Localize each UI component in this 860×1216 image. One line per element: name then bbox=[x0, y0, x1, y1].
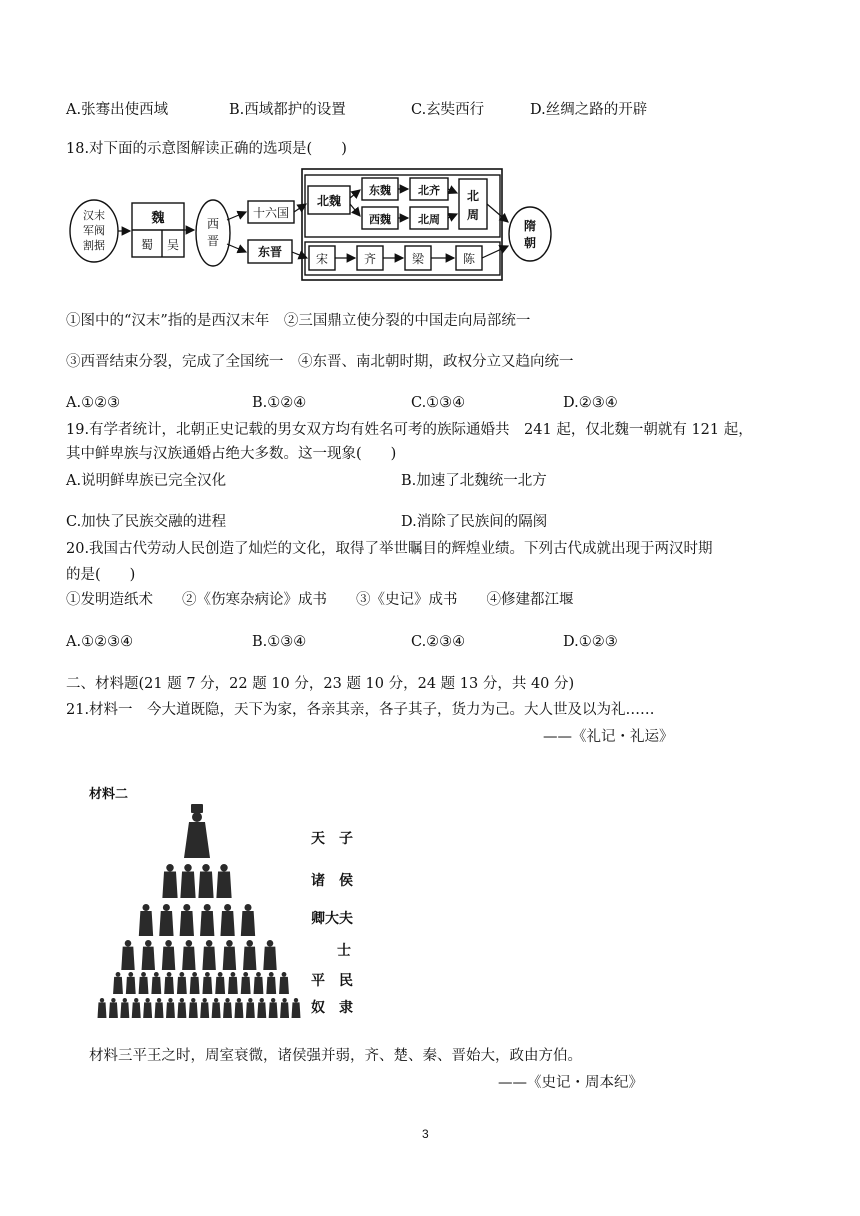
sui-label-1: 隋 bbox=[523, 219, 537, 233]
section-2-heading: 二、材料题(21 题 7 分，22 题 10 分，23 题 10 分，24 题 13 分，共 40 分) bbox=[66, 676, 575, 692]
label-zhuhou: 诸 侯 bbox=[311, 873, 353, 889]
label-pingmin: 平 民 bbox=[311, 973, 353, 989]
q21-material-3: 材料三平王之时，周室衰微，诸侯强并弱，齐、楚、秦、晋始大，政由方伯。 bbox=[89, 1048, 582, 1064]
beizhou-label-2: 周 bbox=[466, 208, 480, 222]
start-label-3: 割据 bbox=[83, 239, 105, 252]
figure-pingmin bbox=[215, 972, 225, 994]
q19-option-d: D.消除了民族间的隔阂 bbox=[401, 514, 548, 530]
q18-option-c: C.①③④ bbox=[411, 395, 466, 411]
xijin-label-1: 西 bbox=[206, 217, 220, 231]
figure-row-pingmin bbox=[113, 972, 289, 994]
chen-label: 陈 bbox=[462, 252, 476, 266]
sui-label-2: 朝 bbox=[523, 236, 537, 250]
figure-nuli bbox=[98, 998, 107, 1018]
figure-nuli bbox=[132, 998, 141, 1018]
label-qingdafu: 卿大夫 bbox=[311, 911, 353, 927]
figure-nuli bbox=[257, 998, 266, 1018]
q19-option-a: A.说明鲜卑族已完全汉化 bbox=[66, 473, 227, 489]
q19-line-2: 其中鲜卑族与汉族通婚占绝大多数。这一现象( ) bbox=[66, 446, 397, 462]
wei-label: 魏 bbox=[151, 211, 165, 226]
figure-qingdafu bbox=[180, 904, 194, 936]
beiwei-label: 北魏 bbox=[316, 194, 342, 208]
page-number: 3 bbox=[422, 1127, 429, 1141]
figure-pingmin bbox=[190, 972, 200, 994]
figure-shi bbox=[243, 940, 256, 970]
q19-option-c: C.加快了民族交融的进程 bbox=[66, 514, 227, 530]
figure-pingmin bbox=[126, 972, 136, 994]
figure-qingdafu bbox=[139, 904, 153, 936]
q19-option-b: B.加速了北魏统一北方 bbox=[401, 473, 547, 489]
figure-qingdafu bbox=[241, 904, 255, 936]
q20-option-d: D.①②③ bbox=[563, 634, 618, 650]
q20-option-b: B.①③④ bbox=[252, 634, 307, 650]
q18-stem: 18.对下面的示意图解读正确的选项是( ) bbox=[66, 141, 347, 157]
figure-nuli bbox=[200, 998, 209, 1018]
q18-option-d: D.②③④ bbox=[563, 395, 618, 411]
q17-option-b: B.西域都护的设置 bbox=[229, 102, 346, 118]
figure-pingmin bbox=[164, 972, 174, 994]
figure-nuli bbox=[109, 998, 118, 1018]
figure-nuli bbox=[189, 998, 198, 1018]
western-jin-ellipse bbox=[196, 200, 230, 266]
figure-shi bbox=[263, 940, 276, 970]
figure-tianzi bbox=[184, 804, 210, 858]
beizhou-small-label: 北周 bbox=[418, 213, 440, 226]
dongwei-label: 东魏 bbox=[369, 184, 391, 197]
figure-pingmin bbox=[279, 972, 289, 994]
q18-statement-2: ③西晋结束分裂，完成了全国统一 ④东晋、南北朝时期，政权分立又趋向统一 bbox=[66, 354, 574, 370]
qi-label: 齐 bbox=[363, 252, 377, 266]
figure-qingdafu bbox=[220, 904, 234, 936]
figure-nuli bbox=[292, 998, 301, 1018]
figure-nuli bbox=[166, 998, 175, 1018]
label-nuli: 奴 隶 bbox=[311, 1000, 353, 1016]
figure-row-qingdafu bbox=[139, 904, 255, 936]
figure-pingmin bbox=[113, 972, 123, 994]
figure-row-shi bbox=[121, 940, 276, 970]
xiwei-label: 西魏 bbox=[369, 213, 391, 226]
figure-qingdafu bbox=[159, 904, 173, 936]
figure-row-nuli bbox=[98, 998, 301, 1018]
label-tianzi: 天 子 bbox=[311, 831, 353, 847]
q21-source-3: ——《史记・周本纪》 bbox=[498, 1075, 643, 1091]
figure-nuli bbox=[143, 998, 152, 1018]
figure-pingmin bbox=[139, 972, 149, 994]
figure-shi bbox=[121, 940, 134, 970]
shu-label: 蜀 bbox=[140, 238, 154, 252]
q17-option-a: A.张骞出使西域 bbox=[66, 102, 169, 118]
pyramid-figures bbox=[98, 804, 301, 1018]
q20-option-c: C.②③④ bbox=[411, 634, 466, 650]
figure-qingdafu bbox=[200, 904, 214, 936]
figure-pingmin bbox=[177, 972, 187, 994]
figure-nuli bbox=[269, 998, 278, 1018]
figure-pingmin bbox=[241, 972, 251, 994]
q21-source-1: ——《礼记・礼运》 bbox=[543, 729, 674, 745]
figure-shi bbox=[223, 940, 236, 970]
label-shi: 士 bbox=[337, 943, 351, 959]
figure-pingmin bbox=[254, 972, 264, 994]
q20-line-2: 的是( ) bbox=[66, 567, 136, 583]
figure-nuli bbox=[120, 998, 129, 1018]
q21-material-1: 21.材料一 今大道既隐，天下为家，各亲其亲，各子其子，货力为己。大人世及以为礼…… bbox=[66, 702, 655, 718]
figure-pingmin bbox=[266, 972, 276, 994]
liang-label: 梁 bbox=[411, 252, 425, 266]
q17-option-c: C.玄奘西行 bbox=[411, 102, 485, 118]
figure-nuli bbox=[177, 998, 186, 1018]
shiliuguo-label: 十六国 bbox=[252, 206, 290, 220]
figure-nuli bbox=[246, 998, 255, 1018]
figure-row-zhuhou bbox=[162, 864, 231, 898]
q20-items: ①发明造纸术 ②《伤寒杂病论》成书 ③《史记》成书 ④修建都江堰 bbox=[66, 592, 574, 608]
start-label-1: 汉末 bbox=[83, 209, 105, 222]
start-label-2: 军阀 bbox=[83, 224, 105, 237]
figure-shi bbox=[202, 940, 215, 970]
figure-nuli bbox=[212, 998, 221, 1018]
figure-nuli bbox=[223, 998, 232, 1018]
figure-shi bbox=[142, 940, 155, 970]
beizhou-label-1: 北 bbox=[466, 189, 480, 203]
beiqi-label: 北齐 bbox=[418, 184, 440, 197]
dynasty-flow-diagram bbox=[66, 166, 556, 286]
figure-pingmin bbox=[151, 972, 161, 994]
figure-pingmin bbox=[228, 972, 238, 994]
material-2-label: 材料二 bbox=[89, 787, 129, 802]
q19-line-1: 19.有学者统计，北朝正史记载的男女双方均有姓名可考的族际通婚共 241 起，仅北魏一朝就有 121 起， bbox=[66, 422, 753, 438]
q20-line-1: 20.我国古代劳动人民创造了灿烂的文化，取得了举世瞩目的辉煌业绩。下列古代成就出现于两汉时期 bbox=[66, 541, 713, 557]
q18-option-a: A.①②③ bbox=[66, 395, 121, 411]
figure-zhuhou bbox=[198, 864, 213, 898]
figure-nuli bbox=[155, 998, 164, 1018]
q18-statement-1: ①图中的“汉末”指的是西汉末年 ②三国鼎立使分裂的中国走向局部统一 bbox=[66, 313, 531, 329]
q18-option-b: B.①②④ bbox=[252, 395, 307, 411]
figure-zhuhou bbox=[180, 864, 195, 898]
figure-shi bbox=[162, 940, 175, 970]
figure-pingmin bbox=[202, 972, 212, 994]
figure-zhuhou bbox=[162, 864, 177, 898]
song-label: 宋 bbox=[315, 252, 329, 266]
sui-ellipse bbox=[509, 207, 551, 261]
figure-nuli bbox=[234, 998, 243, 1018]
figure-nuli bbox=[280, 998, 289, 1018]
wu-label: 吴 bbox=[166, 238, 180, 252]
dongjin-label: 东晋 bbox=[257, 245, 283, 259]
figure-zhuhou bbox=[216, 864, 231, 898]
q17-option-d: D.丝绸之路的开辟 bbox=[530, 102, 648, 118]
figure-shi bbox=[182, 940, 195, 970]
q20-option-a: A.①②③④ bbox=[66, 634, 134, 650]
xijin-label-2: 晋 bbox=[206, 234, 220, 248]
